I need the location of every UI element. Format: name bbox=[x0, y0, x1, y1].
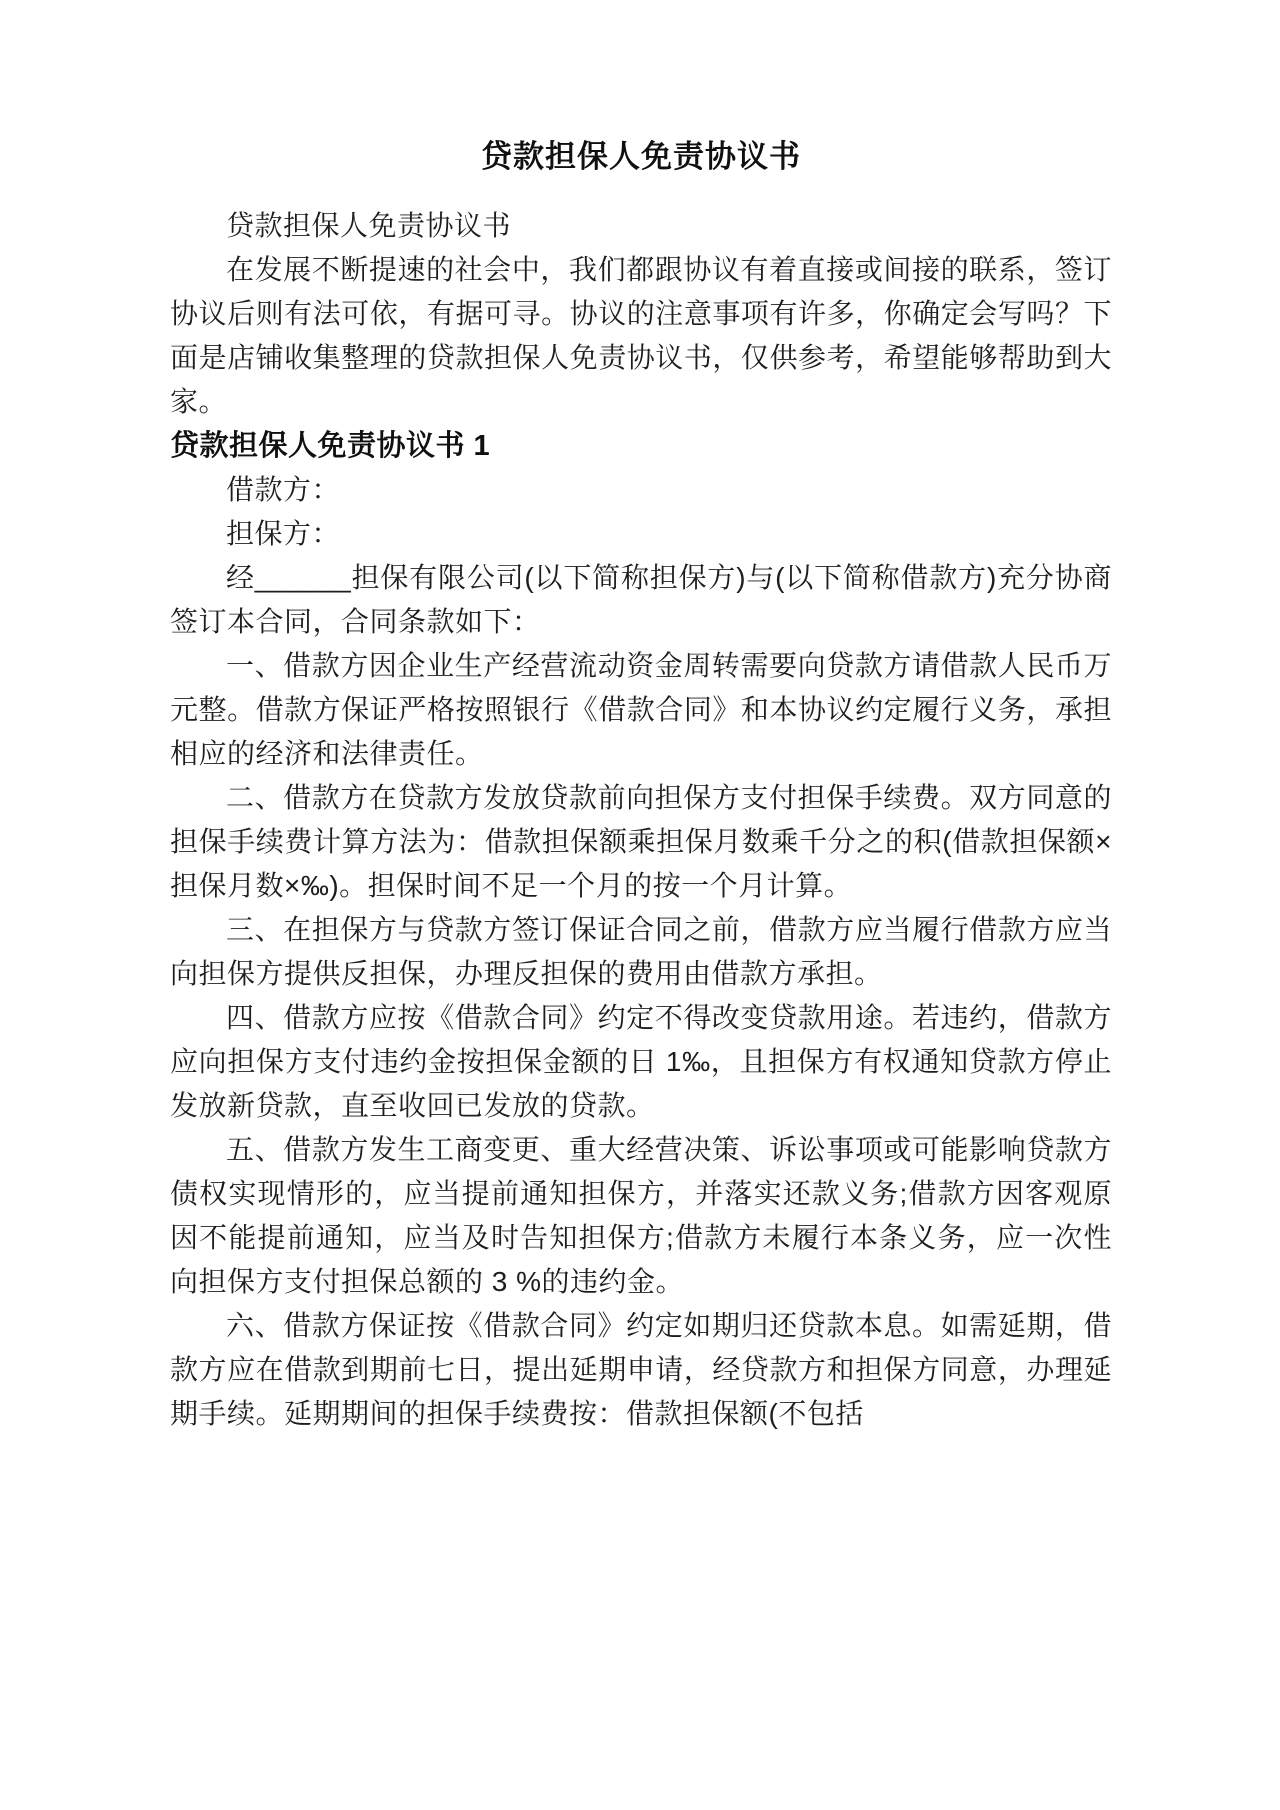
paragraph: 在发展不断提速的社会中，我们都跟协议有着直接或间接的联系，签订协议后则有法可依，有据可寻。协议的注意事项有许多，你确定会写吗？下面是店铺收集整理的贷款担保人免责协议书，仅供参考，希望能够帮助到大家。 bbox=[170, 254, 1112, 417]
paragraph: 借款方： bbox=[226, 474, 341, 505]
paragraph: 三、在担保方与贷款方签订保证合同之前，借款方应当履行借款方应当向担保方提供反担保，办理反担保的费用由借款方承担。 bbox=[170, 914, 1112, 989]
paragraph: 经______担保有限公司(以下简称担保方)与(以下简称借款方)充分协商签订本合同，合同条款如下： bbox=[170, 562, 1112, 637]
paragraph: 五、借款方发生工商变更、重大经营决策、诉讼事项或可能影响贷款方债权实现情形的，应当提前通知担保方，并落实还款义务;借款方因客观原因不能提前通知，应当及时告知担保方;借款方未履行本条义务，应一次性向担保方支付担保总额的 3 %的违约金。 bbox=[170, 1134, 1112, 1297]
section-heading: 贷款担保人免责协议书 1 bbox=[170, 430, 491, 462]
document-title: 贷款担保人免责协议书 bbox=[481, 139, 801, 174]
paragraph: 贷款担保人免责协议书 bbox=[226, 210, 512, 241]
paragraph: 一、借款方因企业生产经营流动资金周转需要向贷款方请借款人民币万元整。借款方保证严格按照银行《借款合同》和本协议约定履行义务，承担相应的经济和法律责任。 bbox=[170, 650, 1112, 769]
paragraph: 二、借款方在贷款方发放贷款前向担保方支付担保手续费。双方同意的担保手续费计算方法为：借款担保额乘担保月数乘千分之的积(借款担保额×担保月数×‰)。担保时间不足一个月的按一个月计算。 bbox=[170, 782, 1112, 901]
paragraph: 六、借款方保证按《借款合同》约定如期归还贷款本息。如需延期，借款方应在借款到期前七日，提出延期申请，经贷款方和担保方同意，办理延期手续。延期期间的担保手续费按：借款担保额(不包括 bbox=[170, 1310, 1112, 1429]
paragraph: 担保方： bbox=[226, 518, 341, 549]
document-body bbox=[170, 204, 1112, 1436]
paragraph: 四、借款方应按《借款合同》约定不得改变贷款用途。若违约，借款方应向担保方支付违约金按担保金额的日 1‰，且担保方有权通知贷款方停止发放新贷款，直至收回已发放的贷款。 bbox=[170, 1002, 1112, 1121]
